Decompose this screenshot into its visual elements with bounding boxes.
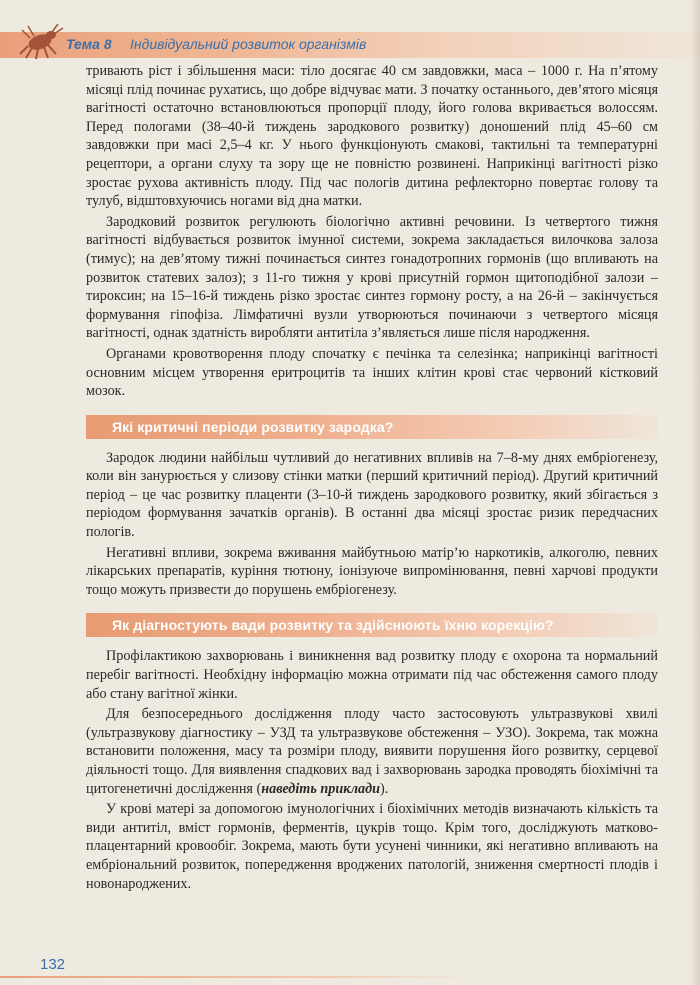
section-question: Які критичні періоди розвитку зародка? <box>112 418 394 435</box>
insect-silhouette-icon <box>18 22 64 60</box>
paragraph: Органами кровотворення плоду спочатку є печінка та селезінка; наприкінці вагітності основним місцем утворення еритроцитів та інших клітин крові стає червоний кістковий мозок. <box>86 345 658 400</box>
chapter-title: Індивідуальний розвиток організмів <box>130 36 367 52</box>
topic-label: Тема 8 <box>66 36 112 52</box>
footer-line <box>0 976 470 978</box>
paragraph: У крові матері за допомогою імунологічних і біохімічних методів визначають кількість та види антитіл, вміст гормонів, ферментів, цукрів тощо. Крім того, досліджують матково-плацентарний кровообіг. Зокрема, мають бути усунені чинники, які негативно впливають на ембріональний розвиток, попередження вроджених патологій, зниження смертності плодів і новонароджених. <box>86 801 658 892</box>
paragraph-ultrasound <box>86 705 658 798</box>
page-number: 132 <box>40 956 66 973</box>
page-body <box>86 62 658 893</box>
paragraph: Зародковий розвиток регулюють біологічно активні речовини. Із четвертого тижня вагітності відбувається розвиток імунної системи, зокрема закладається вилочкова залоза (тимус); на дев’ятому тижні починається синтез гонадотропних гормонів (що впливають на розвиток статевих залоз); з 11-го тижня у крові присутній гормон щитоподібної залози – тироксин; на 15–16-й тиждень різко зростає синтез гормону росту, а на 26-й – закінчується формування гіпофіза. Лімфатичні вузли утворюються починаючи з четвертого місяця вагітності, однак здатність виробляти антитіла з’являється лише після народження. <box>86 213 658 342</box>
paragraph-text-end: ). <box>380 780 389 797</box>
section-question-bar <box>86 613 658 637</box>
task-emphasis: наведіть приклади <box>261 780 380 797</box>
paragraph: тривають ріст і збільшення маси: тіло досягає 40 см завдовжки, маса – 1000 г. На п’ятому місяці плід починає рухатись, що добре відчуває мати. З початку останнього, дев’ятого місяця вагітності остаточно встановлюються пропорції плоду, його голова вкривається волоссям. Перед пологами (38–40-й тиждень зародкового розвитку) доношений плід 45–60 см завдовжки при масі 2,5–4 кг. У нього функціонують смакові, тактильні та температурні рецептори, а органи слуху та зору ще не повністю розвинені. Наприкінці вагітності різко зростає рухова активність плоду. Під час пологів дитина рефлекторно повертає голову та тулуб, відштовхуючись ногами від дна матки. <box>86 63 658 210</box>
paragraph: Профілактикою захворювань і виникнення вад розвитку плоду є охорона та нормальний перебіг вагітності. Необхідну інформацію можна отримати під час обстеження самого плоду або стану вагітної жінки. <box>86 648 658 702</box>
page-edge-shadow <box>690 0 700 985</box>
paragraph-text: Для безпосереднього дослідження плоду часто застосовують ультразвукові хвилі (ультразвукову діагностику – УЗД та ультразвукове обстеження – УЗО). Зокрема, так можна встановити положення, масу та розміри плоду, виявити порушення його розвитку, серцевої діяльності тощо. Для виявлення спадкових вад і захворювань зародка проводять біохімічні та цитогенетичні дослідження ( <box>86 706 658 797</box>
paragraph: Негативні впливи, зокрема вживання майбутньою матір’ю наркотиків, алкоголю, певних лікарських препаратів, куріння тютюну, іонізуюче випромінювання, певні харчові продукти тощо можуть призвести до порушень ембріогенезу. <box>86 544 658 598</box>
paragraph: Зародок людини найбільш чутливий до негативних впливів на 7–8-му днях ембріогенезу, коли він занурюється у слизову стінки матки (перший критичний період). Другий критичний період – це час розвитку плаценти (3–10-й тиждень зародкового розвитку, який збігається з періодом формування зачатків органів). В останні два місяці зростає ризик передчасних пологів. <box>86 449 658 541</box>
section-question-bar <box>86 415 658 439</box>
section-question: Як діагностують вади розвитку та здійснюють їхню корекцію? <box>112 617 554 634</box>
